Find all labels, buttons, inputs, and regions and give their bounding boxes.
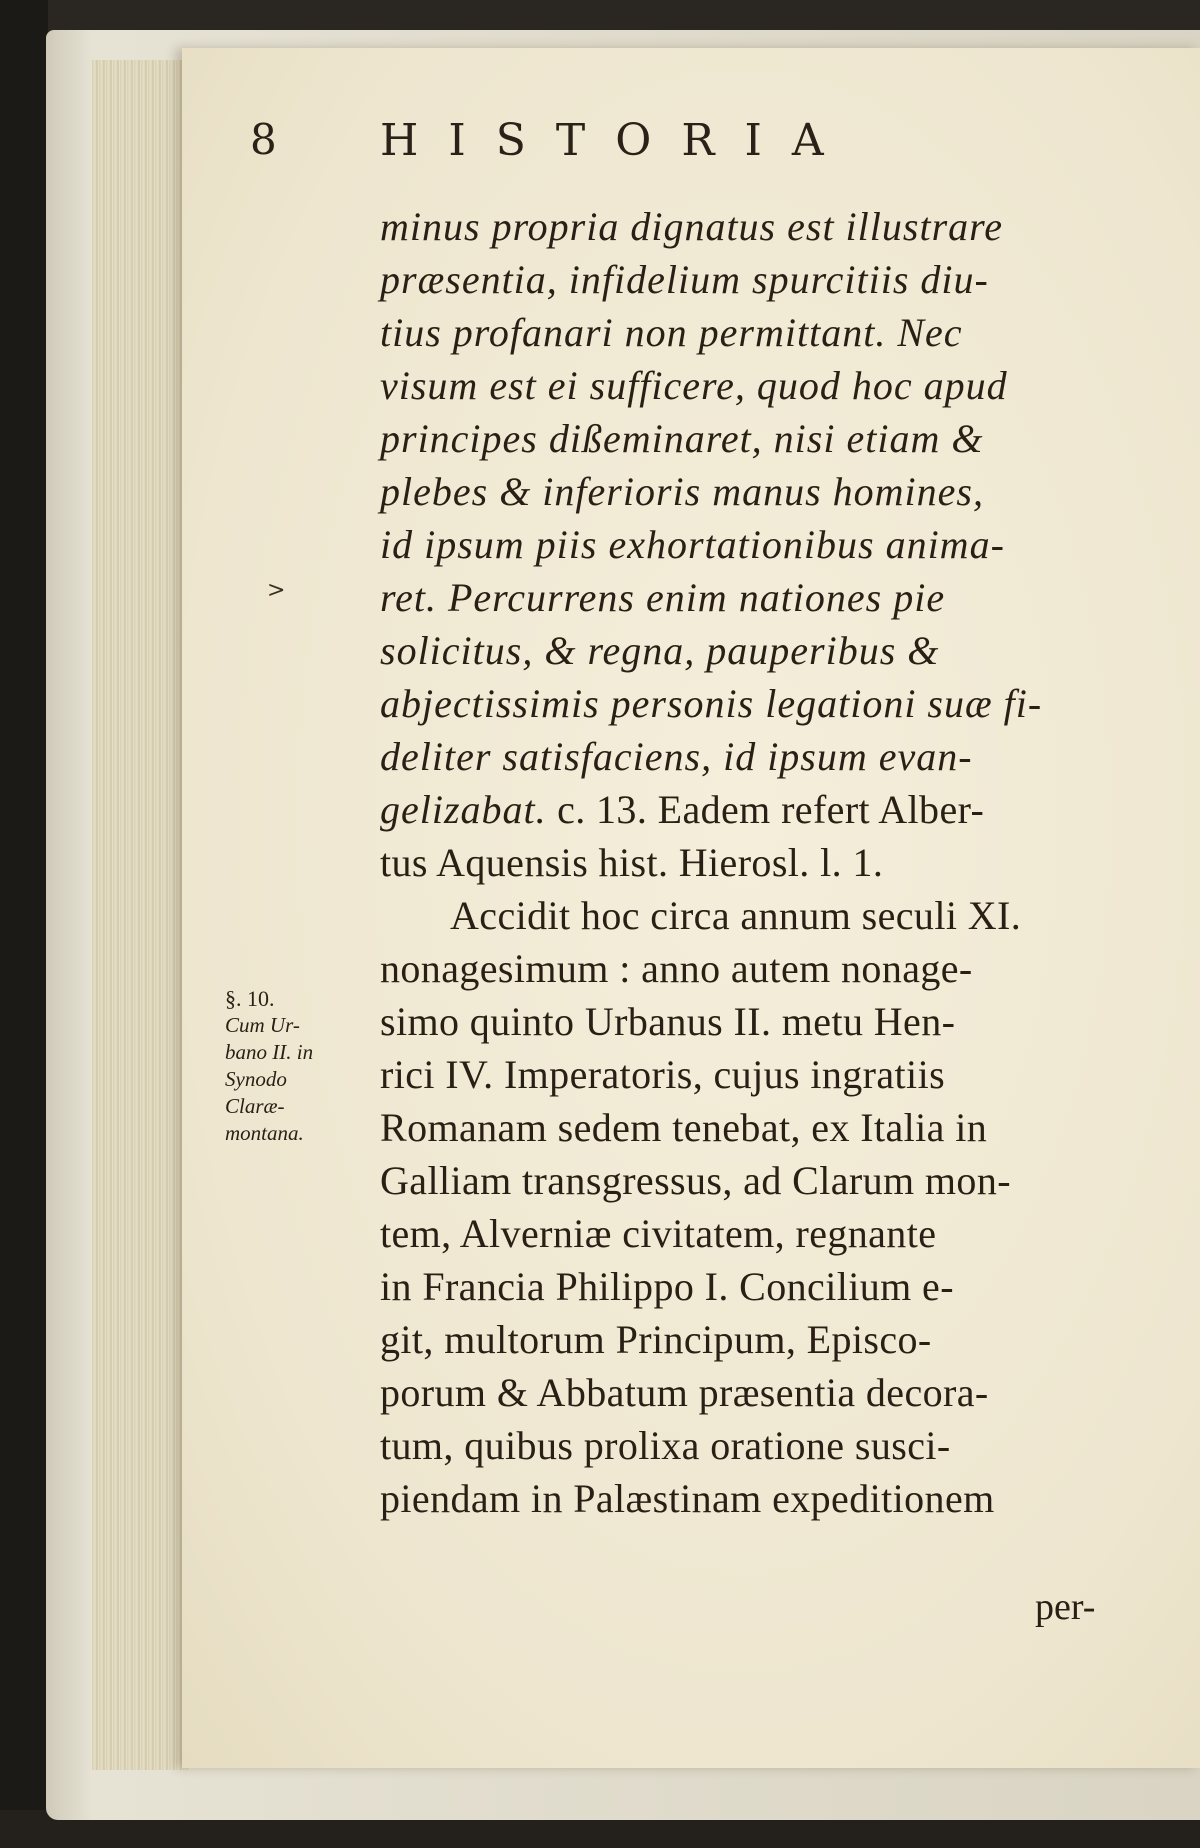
text-line: tum, quibus prolixa oratione susci- <box>380 1423 951 1468</box>
text-line: principes dißeminaret, nisi etiam & <box>380 416 984 461</box>
text-fragment: gelizabat. <box>380 787 547 832</box>
text-line: id ipsum piis exhortationibus anima- <box>380 522 1005 567</box>
margin-line: montana. <box>225 1121 304 1145</box>
page-edges <box>92 60 188 1770</box>
text-line <box>380 783 1150 836</box>
text-line: tus Aquensis hist. Hierosl. l. 1. <box>380 840 884 885</box>
main-text <box>380 200 1150 1525</box>
margin-line: bano II. in <box>225 1040 314 1064</box>
margin-mark: > <box>267 578 286 603</box>
text-line: præsentia, infidelium spurcitiis diu- <box>380 257 989 302</box>
margin-line: Cum Ur- <box>225 1013 300 1037</box>
section-number: §. 10. <box>225 986 275 1011</box>
text-line: piendam in Palæstinam expeditionem <box>380 1476 995 1521</box>
text-line: deliter satisfaciens, id ipsum evan- <box>380 734 973 779</box>
text-line: ret. Percurrens enim nationes pie <box>380 575 946 620</box>
text-line: porum & Abbatum præsentia decora- <box>380 1370 989 1415</box>
text-line: in Francia Philippo I. Concilium e- <box>380 1264 954 1309</box>
text-line: simo quinto Urbanus II. metu Hen- <box>380 999 956 1044</box>
page-number: 8 <box>250 115 277 164</box>
text-line: visum est ei sufficere, quod hoc apud <box>380 363 1008 408</box>
text-line: tius profanari non permittant. Nec <box>380 310 963 355</box>
text-line: minus propria dignatus est illustrare <box>380 204 1003 249</box>
text-line: Galliam transgressus, ad Clarum mon- <box>380 1158 1011 1203</box>
text-line: Romanam sedem tenebat, ex Italia in <box>380 1105 988 1150</box>
margin-line: Claræ- <box>225 1094 285 1118</box>
citation: c. 13. Eadem refert Alber- <box>546 787 985 832</box>
background-left <box>0 0 48 1848</box>
text-line: abjectissimis personis legationi suæ fi- <box>380 681 1043 726</box>
running-title: HISTORIA <box>380 115 854 166</box>
text-line: solicitus, & regna, pauperibus & <box>380 628 940 673</box>
margin-line: Synodo <box>225 1067 287 1091</box>
text-line: Accidit hoc circa annum seculi XI. <box>450 893 1022 938</box>
text-line: rici IV. Imperatoris, cujus ingratiis <box>380 1052 946 1097</box>
margin-note <box>225 985 385 1147</box>
text-line: tem, Alverniæ civitatem, regnante <box>380 1211 937 1256</box>
page-header <box>250 115 1150 185</box>
text-line: git, multorum Principum, Episco- <box>380 1317 932 1362</box>
catchword: per- <box>1035 1586 1096 1628</box>
text-line: plebes & inferioris manus homines, <box>380 469 984 514</box>
text-line: nonagesimum : anno autem nonage- <box>380 946 973 991</box>
